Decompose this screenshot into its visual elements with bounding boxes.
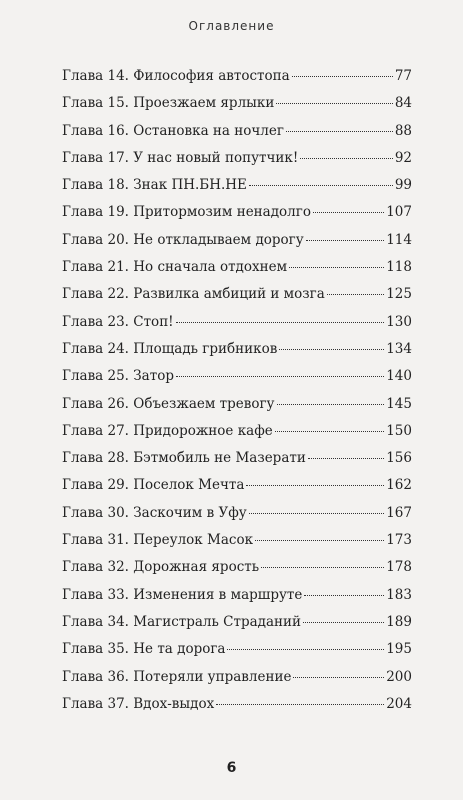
dot-leader [249,185,393,186]
chapter-title: Глава 27. Придорожное кафе [62,422,273,439]
page-number: 6 [226,760,237,776]
chapter-page-number: 145 [386,395,412,412]
dot-leader [289,267,384,268]
toc-entry [62,450,412,477]
toc-entry [62,505,412,532]
toc-entry [62,559,412,586]
chapter-page-number: 125 [386,286,412,303]
dot-leader [304,595,384,596]
chapter-title: Глава 35. Не та дорога [62,641,226,658]
chapter-title: Глава 24. Площадь грибников [62,340,278,357]
chapter-title: Глава 31. Переулок Масок [62,532,254,549]
toc-entry [62,423,412,450]
chapter-page-number: 200 [386,668,412,685]
chapter-page-number: 204 [386,695,412,712]
dot-leader [303,622,384,623]
chapter-page-number: 107 [386,204,412,221]
dot-leader [306,240,385,241]
toc-entry [62,95,412,122]
chapter-title: Глава 15. Проезжаем ярлыки [62,95,275,112]
chapter-page-number: 140 [386,368,412,385]
chapter-page-number: 150 [386,422,412,439]
chapter-page-number: 173 [386,532,412,549]
toc-entry [62,341,412,368]
chapter-page-number: 92 [394,149,412,166]
chapter-title: Глава 25. Затор [62,368,174,385]
dot-leader [261,567,384,568]
chapter-page-number: 118 [386,259,412,276]
dot-leader [276,103,392,104]
dot-leader [216,704,384,705]
chapter-title: Глава 17. У нас новый попутчик! [62,149,299,166]
toc-entry [62,259,412,286]
toc-entry [62,587,412,614]
chapter-title: Глава 22. Развилка амбиций и мозга [62,286,325,303]
chapter-title: Глава 29. Поселок Мечта [62,477,245,494]
toc-entry [62,68,412,95]
toc-entry [62,368,412,395]
chapter-page-number: 99 [394,177,412,194]
dot-leader [176,376,384,377]
toc-entry [62,286,412,313]
chapter-title: Глава 32. Дорожная ярость [62,559,260,576]
chapter-title: Глава 33. Изменения в маршруте [62,586,303,603]
page-header-title: Оглавление [188,19,275,33]
dot-leader [277,404,385,405]
dot-leader [308,458,384,459]
chapter-title: Глава 19. Притормозим ненадолго [62,204,311,221]
chapter-page-number: 162 [386,477,412,494]
chapter-title: Глава 21. Но сначала отдохнем [62,259,288,276]
dot-leader [249,513,384,514]
chapter-title: Глава 18. Знак ПН.БН.НЕ [62,177,247,194]
dot-leader [227,649,384,650]
toc-entry [62,150,412,177]
dot-leader [255,540,384,541]
chapter-page-number: 183 [386,586,412,603]
dot-leader [292,76,393,77]
dot-leader [286,131,393,132]
chapter-page-number: 130 [386,313,412,330]
dot-leader [279,349,384,350]
chapter-title: Глава 26. Объезжаем тревогу [62,395,275,412]
chapter-page-number: 88 [394,122,412,139]
chapter-page-number: 195 [386,641,412,658]
chapter-page-number: 134 [386,340,412,357]
toc-entry [62,204,412,231]
dot-leader [300,158,393,159]
toc-entry [62,696,412,723]
chapter-page-number: 189 [386,613,412,630]
chapter-title: Глава 37. Вдох-выдох [62,695,215,712]
dot-leader [246,485,384,486]
chapter-page-number: 114 [386,231,412,248]
toc-entry [62,396,412,423]
chapter-title: Глава 14. Философия автостопа [62,68,290,84]
chapter-page-number: 77 [394,68,412,84]
chapter-page-number: 156 [386,450,412,467]
chapter-title: Глава 28. Бэтмобиль не Мазерати [62,450,306,467]
dot-leader [176,322,385,323]
chapter-page-number: 84 [394,95,412,112]
toc-entry [62,669,412,696]
chapter-title: Глава 34. Магистраль Страданий [62,613,301,630]
dot-leader [327,294,384,295]
chapter-title: Глава 30. Заскочим в Уфу [62,504,247,521]
dot-leader [275,431,384,432]
toc-entry [62,532,412,559]
chapter-title: Глава 36. Потеряли управление [62,668,292,685]
chapter-page-number: 167 [386,504,412,521]
toc-entry [62,477,412,504]
table-of-contents [62,68,412,723]
chapter-title: Глава 20. Не откладываем дорогу [62,231,304,248]
chapter-page-number: 178 [386,559,412,576]
toc-entry [62,232,412,259]
toc-entry [62,641,412,668]
toc-entry [62,177,412,204]
chapter-title: Глава 23. Стоп! [62,313,174,330]
toc-entry [62,123,412,150]
toc-entry [62,314,412,341]
dot-leader [293,677,384,678]
dot-leader [313,212,384,213]
chapter-title: Глава 16. Остановка на ночлег [62,122,284,139]
toc-entry [62,614,412,641]
